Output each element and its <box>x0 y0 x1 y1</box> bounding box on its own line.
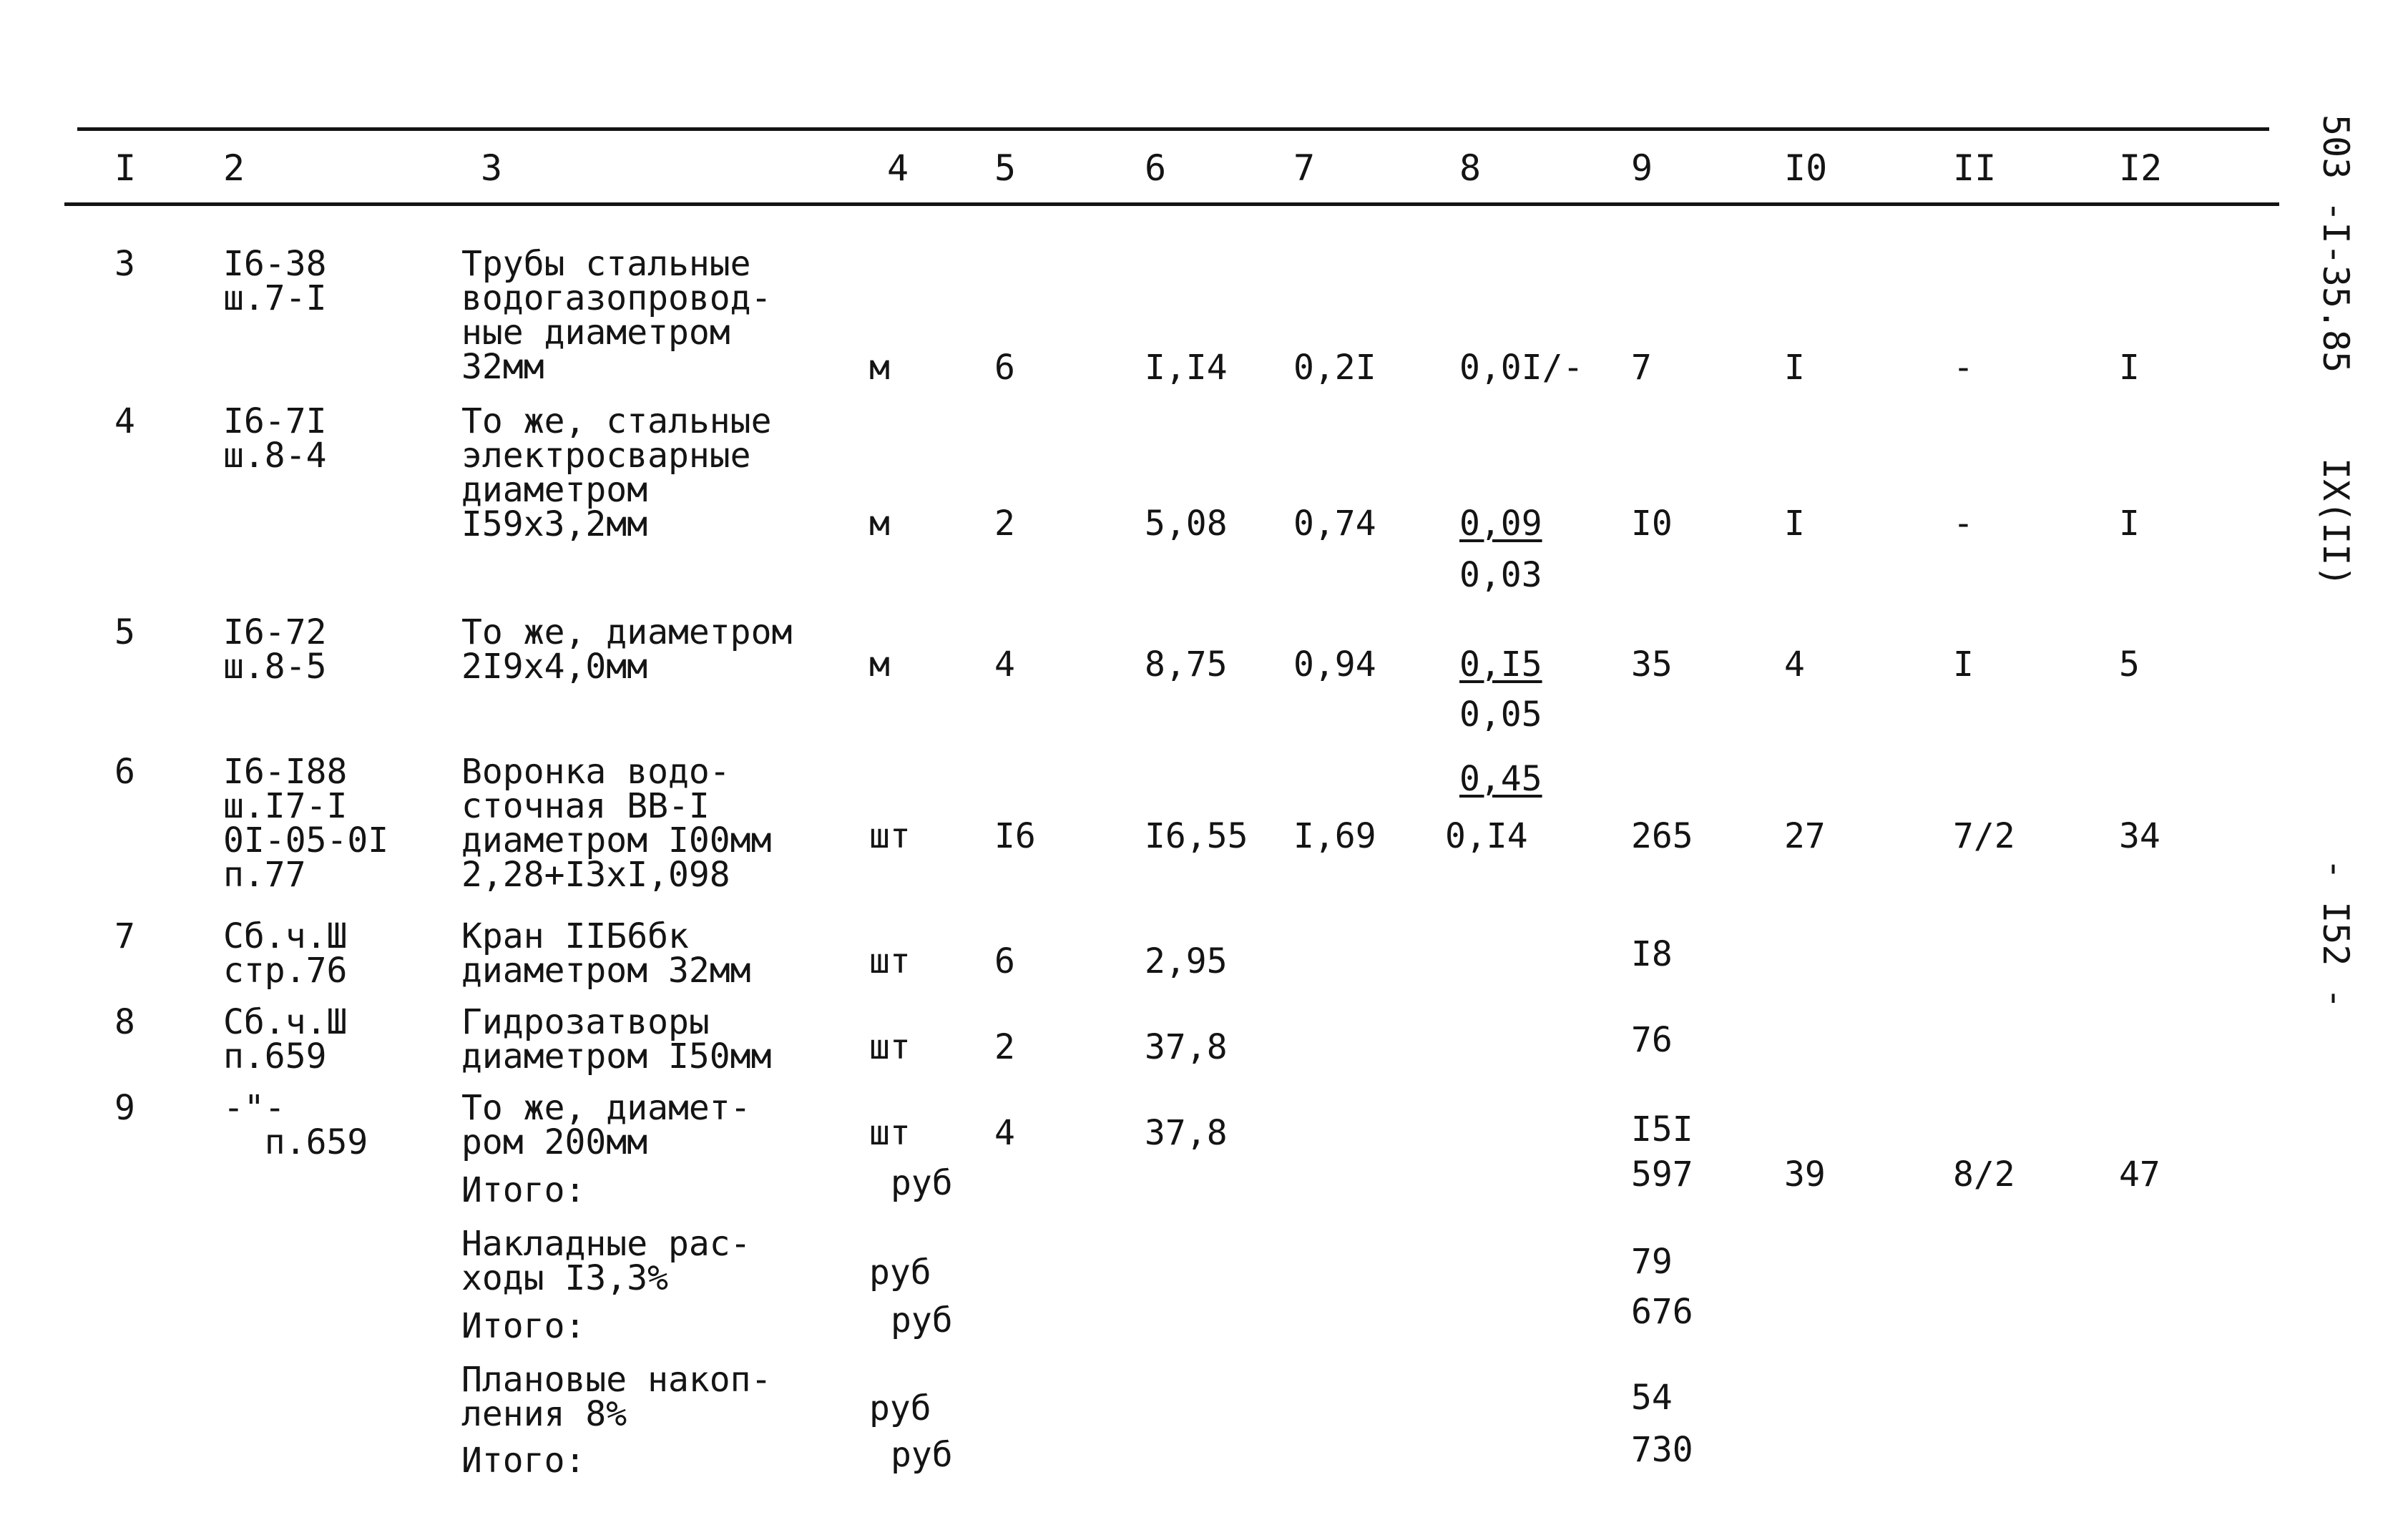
row-qty: 6 <box>994 941 1015 981</box>
row-col11: I <box>1953 644 1974 685</box>
summary-total: 54 <box>1631 1378 1673 1418</box>
header-col-10: I0 <box>1784 147 1828 189</box>
row-col8-bottom: 0,I4 <box>1445 816 1528 856</box>
row-code: I6-38 ш.7-I <box>223 244 327 318</box>
summary-unit: руб <box>891 1435 953 1475</box>
summary-unit: руб <box>891 1300 953 1340</box>
header-col-7: 7 <box>1293 147 1316 189</box>
summary-total: 676 <box>1631 1292 1693 1332</box>
summary-label: Итого: <box>461 1170 586 1210</box>
header-col-12: I2 <box>2119 147 2163 189</box>
row-number: 7 <box>114 916 135 956</box>
row-name: Гидрозатворы диаметром I50мм <box>461 1002 772 1077</box>
row-name: Кран IIБ6бк диаметром 32мм <box>461 916 751 991</box>
row-name: Воронка водо- сточная ВВ-I диаметром I00мм 2,28+I3хI,098 <box>461 752 772 895</box>
row-unit: шт <box>869 1113 911 1153</box>
row-col12: 34 <box>2119 816 2160 856</box>
row-name: То же, диамет- ром 200мм <box>461 1088 751 1162</box>
row-code: I6-72 ш.8-5 <box>223 612 327 687</box>
row-col10: 27 <box>1784 816 1826 856</box>
summary-total: 79 <box>1631 1242 1673 1282</box>
row-code: Сб.ч.Ш п.659 <box>223 1002 348 1077</box>
row-price: 37,8 <box>1145 1027 1228 1067</box>
row-col8-top: 0,I5 <box>1459 644 1542 685</box>
header-col-9: 9 <box>1631 147 1653 189</box>
row-code: Сб.ч.Ш стр.76 <box>223 916 348 991</box>
row-col8-top: 0,45 <box>1459 759 1542 799</box>
header-col-11: II <box>1953 147 1997 189</box>
row-price: I6,55 <box>1145 816 1248 856</box>
row-name: Трубы стальные водогазопровод- ные диаметром 32мм <box>461 244 772 387</box>
header-col-3: 3 <box>481 147 503 189</box>
row-number: 9 <box>114 1088 135 1128</box>
summary-unit: руб <box>891 1163 953 1203</box>
summary-unit: руб <box>869 1252 931 1293</box>
summary-total: 597 <box>1631 1154 1693 1195</box>
row-total: I5I <box>1631 1109 1693 1149</box>
row-price: 8,75 <box>1145 644 1228 685</box>
row-total: 35 <box>1631 644 1673 685</box>
row-total: 7 <box>1631 348 1652 388</box>
summary-unit: руб <box>869 1388 931 1428</box>
row-qty: 4 <box>994 644 1015 685</box>
table-top-rule <box>77 127 2269 131</box>
row-price: 5,08 <box>1145 504 1228 544</box>
row-unit: м <box>869 348 890 388</box>
row-col12: I <box>2119 348 2140 388</box>
row-number: 5 <box>114 612 135 652</box>
row-col11: - <box>1953 348 1974 388</box>
row-price: 2,95 <box>1145 941 1228 981</box>
row-code: I6-7I ш.8-4 <box>223 401 327 476</box>
row-price: 37,8 <box>1145 1113 1228 1153</box>
row-name: То же, стальные электросварные диаметром I59х3,2мм <box>461 401 772 544</box>
row-number: 3 <box>114 244 135 284</box>
summary-total: 730 <box>1631 1430 1693 1470</box>
header-col-2: 2 <box>223 147 245 189</box>
row-col8-bottom: 0,05 <box>1459 695 1542 735</box>
row-col8-bottom: 0,03 <box>1459 555 1542 595</box>
summary-label: Накладные рас- ходы I3,3% <box>461 1224 751 1298</box>
row-col10: 4 <box>1784 644 1805 685</box>
row-col11: 7/2 <box>1953 816 2015 856</box>
row-total: I8 <box>1631 934 1673 974</box>
row-total: 76 <box>1631 1020 1673 1060</box>
row-qty: 4 <box>994 1113 1015 1153</box>
row-col12: I <box>2119 504 2140 544</box>
row-qty: 6 <box>994 348 1015 388</box>
summary-label: Итого: <box>461 1306 586 1346</box>
side-page-number: - I52 - <box>2315 858 2356 1009</box>
row-number: 4 <box>114 401 135 441</box>
row-unit: шт <box>869 1027 911 1067</box>
header-col-8: 8 <box>1459 147 1482 189</box>
row-qty: 2 <box>994 504 1015 544</box>
summary-col12: 47 <box>2119 1154 2160 1195</box>
row-col11: - <box>1953 504 1974 544</box>
row-col10: I <box>1784 348 1805 388</box>
row-code: -"- п.659 <box>223 1088 368 1162</box>
side-doc-code: 503 -I-35.85 <box>2315 114 2356 373</box>
row-col12: 5 <box>2119 644 2140 685</box>
row-name: То же, диаметром 2I9х4,0мм <box>461 612 793 687</box>
row-total: I0 <box>1631 504 1673 544</box>
row-unit: шт <box>869 941 911 981</box>
row-col10: I <box>1784 504 1805 544</box>
row-col7: I,69 <box>1293 816 1376 856</box>
row-number: 6 <box>114 752 135 792</box>
row-col8-top: 0,09 <box>1459 504 1542 544</box>
summary-col10: 39 <box>1784 1154 1826 1195</box>
header-bottom-rule <box>64 202 2279 206</box>
row-qty: I6 <box>994 816 1036 856</box>
header-col-4: 4 <box>887 147 909 189</box>
header-col-6: 6 <box>1145 147 1167 189</box>
row-unit: шт <box>869 816 911 856</box>
summary-col11: 8/2 <box>1953 1154 2015 1195</box>
row-col7: 0,94 <box>1293 644 1376 685</box>
header-col-5: 5 <box>994 147 1017 189</box>
row-col8: 0,0I/- <box>1459 348 1584 388</box>
row-number: 8 <box>114 1002 135 1042</box>
row-unit: м <box>869 644 890 685</box>
row-total: 265 <box>1631 816 1693 856</box>
row-code: I6-I88 ш.I7-I 0I-05-0I п.77 <box>223 752 389 895</box>
summary-label: Плановые накоп- ления 8% <box>461 1360 772 1434</box>
row-price: I,I4 <box>1145 348 1228 388</box>
row-unit: м <box>869 504 890 544</box>
header-col-1: I <box>114 147 137 189</box>
row-qty: 2 <box>994 1027 1015 1067</box>
row-col7: 0,74 <box>1293 504 1376 544</box>
summary-label: Итого: <box>461 1441 586 1481</box>
row-col7: 0,2I <box>1293 348 1376 388</box>
side-sheet: IX(II) <box>2315 458 2356 587</box>
